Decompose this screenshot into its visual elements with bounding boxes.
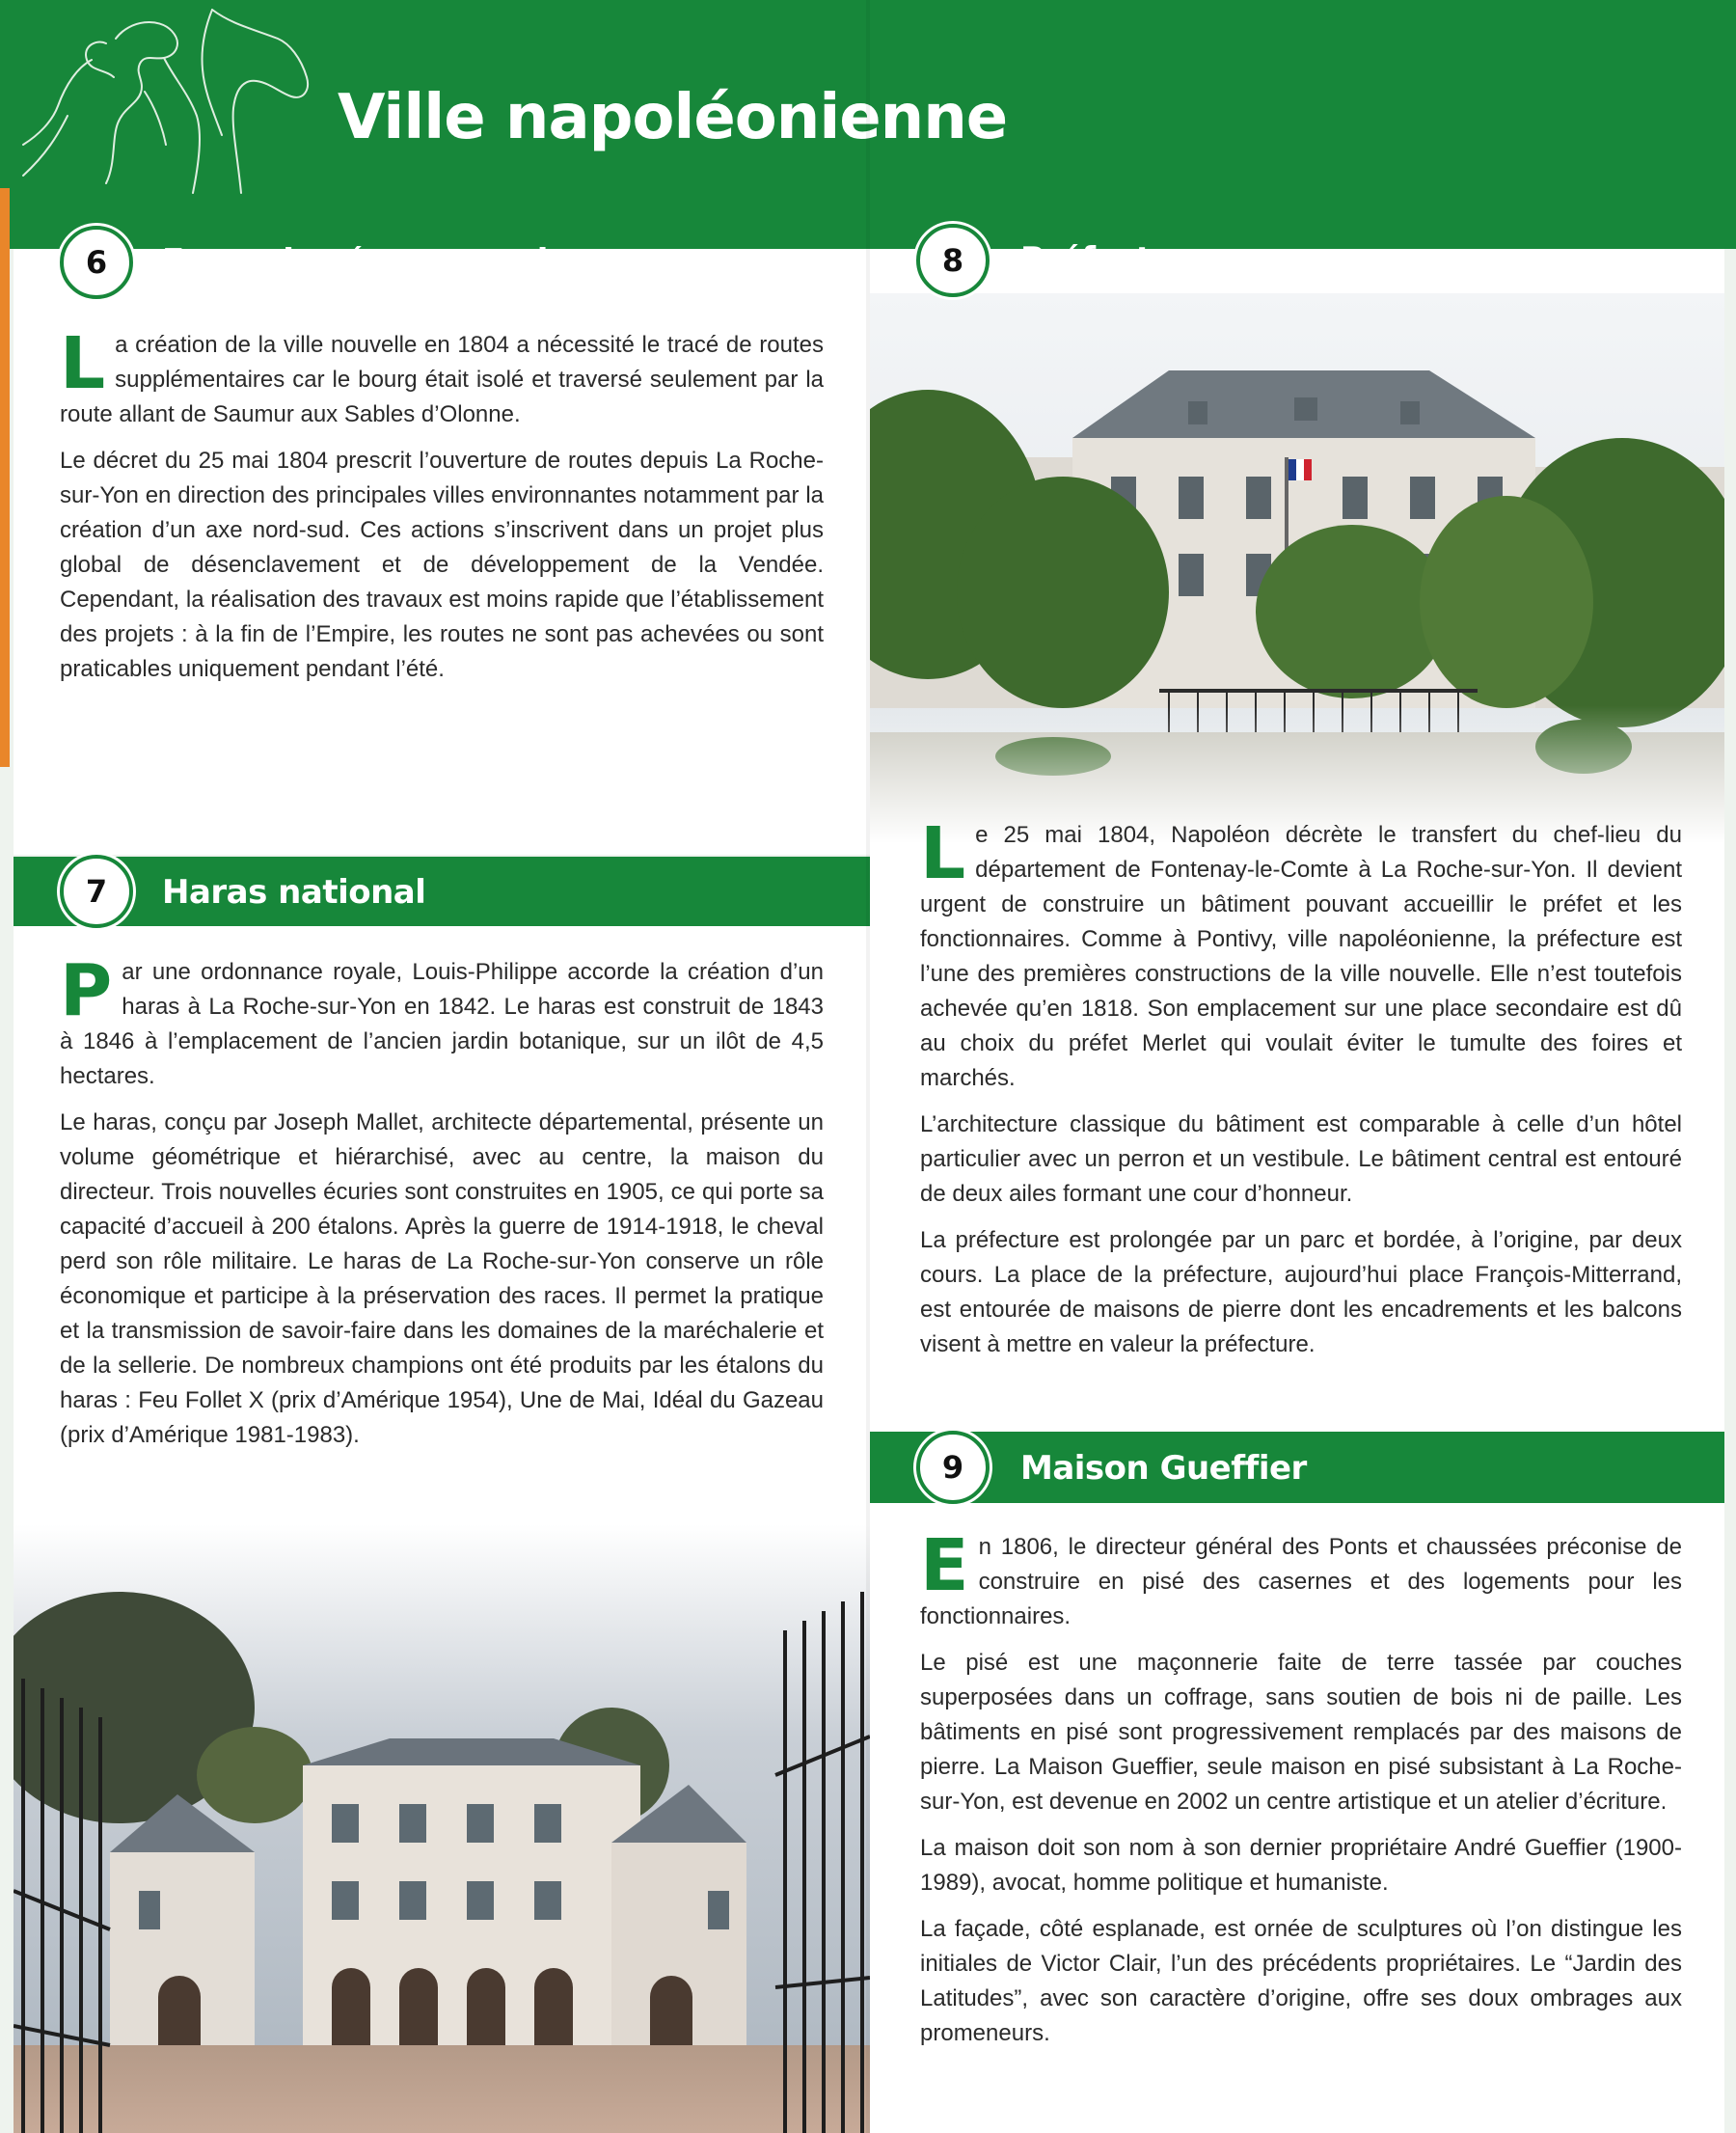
section-9-paragraph-4: La façade, côté esplanade, est ornée de sculptures où l’on distingue les initiales de Victor Clair, l’un des précédents propriétaires. Le “Jardin des Latitudes”, avec son caractère d’origine, offre ses doux ombrages aux promeneurs. [920, 1916, 1682, 2046]
drop-cap: E [920, 1524, 969, 1607]
page-fold [866, 0, 870, 2133]
section-8-body [920, 812, 1682, 1374]
section-8-paragraph-3: La préfecture est prolongée par un parc et bordée, à l’origine, par deux cours. La place de la préfecture, aujourd’hui place François-Mitterrand, est entourée de maisons de pierre dont les encadrements et les balcons visent à mettre en valeur la préfecture. [920, 1227, 1682, 1357]
section-6-paragraph-1: La création de la ville nouvelle en 1804 a nécessité le tracé de routes supplémentaires car le bourg était isolé et traversé seulement par la route allant de Saumur aux Sables d’Olonne. [60, 322, 824, 427]
section-9-paragraph-3: La maison doit son nom à son dernier propriétaire André Gueffier (1900-1989), avocat, homme politique et humaniste. [920, 1835, 1682, 1896]
haras-photo [14, 1524, 870, 2133]
section-7-panel [14, 926, 870, 2133]
section-9-title: Maison Gueffier [1020, 1449, 1307, 1488]
section-9-number-badge: 9 [916, 1431, 990, 1504]
section-8-paragraph-2: L’architecture classique du bâtiment est comparable à celle d’un hôtel particulier avec un perron et un vestibule. Le bâtiment central est entouré de deux ailes formant une cour d’honneur. [920, 1111, 1682, 1207]
accent-strip [0, 188, 10, 767]
section-7-paragraph-2: Le haras, conçu par Joseph Mallet, architecte départemental, présente un volume géométrique et hiérarchisé, avec au centre, la maison du directeur. Trois nouvelles écuries sont construites en 1905, ce qui porte sa capacité d’accueil à 200 étalons. Après la guerre de 1914-1918, le cheval perd son rôle militaire. Le haras de La Roche-sur-Yon conserve un rôle économique et participe à la préservation des races. Il permet la pratique et la transmission de savoir-faire dans les domaines de la maréchalerie et de la sellerie. De nombreux champions ont été produits par les étalons du haras : Feu Follet X (prix d’Amérique 1954), Une de Mai, Idéal du Gazeau (prix d’Amérique 1981-1983). [60, 1109, 824, 1448]
section-7-number-badge: 7 [60, 855, 133, 928]
prefecture-photo [870, 293, 1724, 843]
section-9-paragraph-1: En 1806, le directeur général des Ponts et chaussées préconise de construire en pisé des casernes et des logements pour les fonctionnaires. [920, 1524, 1682, 1629]
section-8-title: Préfecture [1020, 240, 1212, 279]
section-9-paragraph-2: Le pisé est une maçonnerie faite de terre tassée par couches superposées dans un coffrage, sans soutien de bois ni de paille. Les bâtiments en pisé sont progressivement remplacés par des maisons de pierre. La Maison Gueffier, seule maison en pisé subsistant à La Roche-sur-Yon, est devenue en 2002 un centre artistique et un atelier d’écriture. [920, 1650, 1682, 1815]
page-title: Ville napoléonienne [338, 82, 1008, 153]
section-7-body [60, 949, 824, 1464]
right-column [870, 249, 1724, 2133]
section-8-paragraph-1: Le 25 mai 1804, Napoléon décrète le transfert du chef-lieu du département de Fontenay-le-Comte à La Roche-sur-Yon. Il devient urgent de construire un bâtiment pouvant accueillir le préfet et les fonctionnaires. Comme à Pontivy, ville napoléonienne, la préfecture est l’une des premières constructions de la ville nouvelle. Elle n’est toutefois achevée qu’en 1818. Son emplacement sur une place secondaire est dû au choix du préfet Merlet qui voulait éviter le tumulte des foires et marchés. [920, 812, 1682, 1091]
section-6-title: Essor du réseau routier [162, 242, 585, 281]
section-6-number-badge: 6 [60, 226, 133, 299]
section-6-body [60, 322, 824, 698]
section-7-title: Haras national [162, 873, 426, 912]
drop-cap: L [920, 812, 966, 895]
section-8-number-badge: 8 [916, 224, 990, 297]
drop-cap: P [60, 949, 113, 1032]
section-6-paragraph-2: Le décret du 25 mai 1804 prescrit l’ouverture de routes depuis La Roche-sur-Yon en direction des principales villes environnantes notamment par la création d’un axe nord-sud. Ces actions s’inscrivent dans un projet plus global de désenclavement et de développement de la Vendée. Cependant, la réalisation des travaux est moins rapide que l’établissement des projets : à la fin de l’Empire, les routes ne sont pas achevées ou sont praticables uniquement pendant l’été. [60, 448, 824, 682]
drop-cap: L [60, 322, 106, 405]
napoleon-on-horse-outline-icon [0, 0, 318, 222]
section-7-title-band [14, 857, 870, 926]
section-6-panel [14, 249, 870, 855]
section-9-body [920, 1524, 1682, 2063]
section-7-paragraph-1: Par une ordonnance royale, Louis-Philippe accorde la création d’un haras à La Roche-sur-Yon en 1842. Le haras est construit de 1843 à 1846 à l’emplacement de l’ancien jardin botanique, sur un ilôt de 4,5 hectares. [60, 949, 824, 1089]
